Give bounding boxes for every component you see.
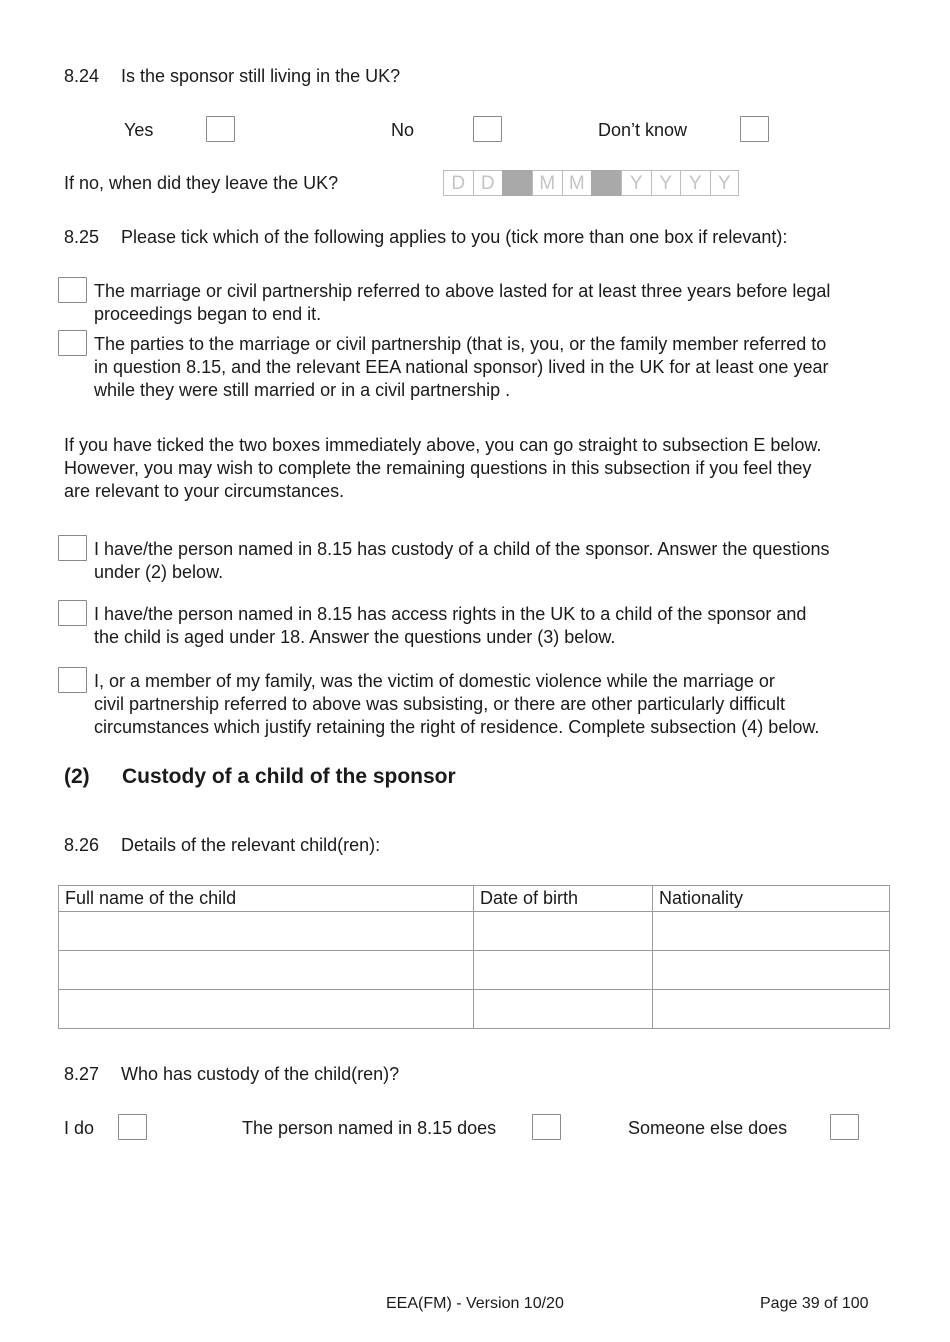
- date-separator: [502, 170, 532, 196]
- cell-nationality[interactable]: [653, 990, 890, 1029]
- cell-nationality[interactable]: [653, 912, 890, 951]
- column-header-full-name: Full name of the child: [59, 886, 474, 912]
- section-title: Custody of a child of the sponsor: [122, 765, 456, 788]
- column-header-nationality: Nationality: [653, 886, 890, 912]
- cell-full-name[interactable]: [59, 951, 474, 990]
- question-number: 8.27: [64, 1064, 100, 1084]
- leave-date-label: If no, when did they leave the UK?: [64, 173, 339, 193]
- checkbox-custody[interactable]: [58, 535, 87, 561]
- checkbox-dont-know[interactable]: [740, 116, 769, 142]
- table-row: [59, 951, 890, 990]
- option-one-year-uk: The parties to the marriage or civil partnership (that is, you, or the family member referred to in question 8.15, and the relevant EEA national sponsor) lived in the UK for at least one year while they were still married or in a civil partnership .: [94, 334, 829, 400]
- checkbox-access-rights[interactable]: [58, 600, 87, 626]
- question-text: Is the sponsor still living in the UK?: [121, 66, 401, 86]
- checkbox-no[interactable]: [473, 116, 502, 142]
- cell-full-name[interactable]: [59, 912, 474, 951]
- table-row: [59, 990, 890, 1029]
- cell-date-of-birth[interactable]: [474, 990, 653, 1029]
- option-three-years: The marriage or civil partnership referred to above lasted for at least three years before legal proceedings began to end it.: [94, 281, 831, 324]
- cell-full-name[interactable]: [59, 990, 474, 1029]
- question-text: Please tick which of the following applies to you (tick more than one box if relevant):: [121, 227, 788, 247]
- section-number: (2): [64, 765, 90, 788]
- footer-page-number: Page 39 of 100: [760, 1295, 869, 1312]
- option-label-no: No: [391, 120, 415, 140]
- cell-nationality[interactable]: [653, 951, 890, 990]
- option-label-yes: Yes: [124, 120, 154, 140]
- date-day-1[interactable]: D: [443, 170, 473, 196]
- question-number: 8.26: [64, 835, 100, 855]
- option-access-rights: I have/the person named in 8.15 has access rights in the UK to a child of the sponsor and the child is aged under 18. Answer the questions under (3) below.: [94, 604, 807, 647]
- checkbox-three-years[interactable]: [58, 277, 87, 303]
- date-year-3[interactable]: Y: [680, 170, 710, 196]
- option-label-dont-know: Don’t know: [598, 120, 688, 140]
- question-number: 8.24: [64, 66, 100, 86]
- date-year-4[interactable]: Y: [710, 170, 740, 196]
- cell-date-of-birth[interactable]: [474, 912, 653, 951]
- date-month-1[interactable]: M: [532, 170, 562, 196]
- question-text: Who has custody of the child(ren)?: [121, 1064, 400, 1084]
- option-label-i-do: I do: [64, 1118, 95, 1138]
- date-month-2[interactable]: M: [562, 170, 592, 196]
- checkbox-domestic-violence[interactable]: [58, 667, 87, 693]
- leave-date-input[interactable]: [443, 170, 739, 196]
- checkbox-yes[interactable]: [206, 116, 235, 142]
- option-label-someone-else: Someone else does: [628, 1118, 788, 1138]
- column-header-date-of-birth: Date of birth: [474, 886, 653, 912]
- question-text: Details of the relevant child(ren):: [121, 835, 381, 855]
- guidance-note: If you have ticked the two boxes immediately above, you can go straight to subsection E below. However, you may wish to complete the remaining questions in this subsection if you feel they are relevant to your circumstances.: [64, 435, 822, 501]
- option-custody: I have/the person named in 8.15 has custody of a child of the sponsor. Answer the questions under (2) below.: [94, 539, 830, 582]
- checkbox-someone-else[interactable]: [830, 1114, 859, 1140]
- date-day-2[interactable]: D: [473, 170, 503, 196]
- table-row: [59, 912, 890, 951]
- date-year-2[interactable]: Y: [651, 170, 681, 196]
- date-separator: [591, 170, 621, 196]
- children-table: [58, 885, 890, 1029]
- date-year-1[interactable]: Y: [621, 170, 651, 196]
- option-label-person-8-15: The person named in 8.15 does: [242, 1118, 497, 1138]
- table-header-row: [59, 886, 890, 912]
- footer-version: EEA(FM) - Version 10/20: [386, 1295, 564, 1312]
- cell-date-of-birth[interactable]: [474, 951, 653, 990]
- option-domestic-violence: I, or a member of my family, was the victim of domestic violence while the marriage or civil partnership referred to above was subsisting, or there are other particularly difficult circumstances which justify retaining the right of residence. Complete subsection (4) below.: [94, 671, 820, 737]
- checkbox-person-8-15[interactable]: [532, 1114, 561, 1140]
- checkbox-i-do[interactable]: [118, 1114, 147, 1140]
- question-number: 8.25: [64, 227, 100, 247]
- checkbox-one-year-uk[interactable]: [58, 330, 87, 356]
